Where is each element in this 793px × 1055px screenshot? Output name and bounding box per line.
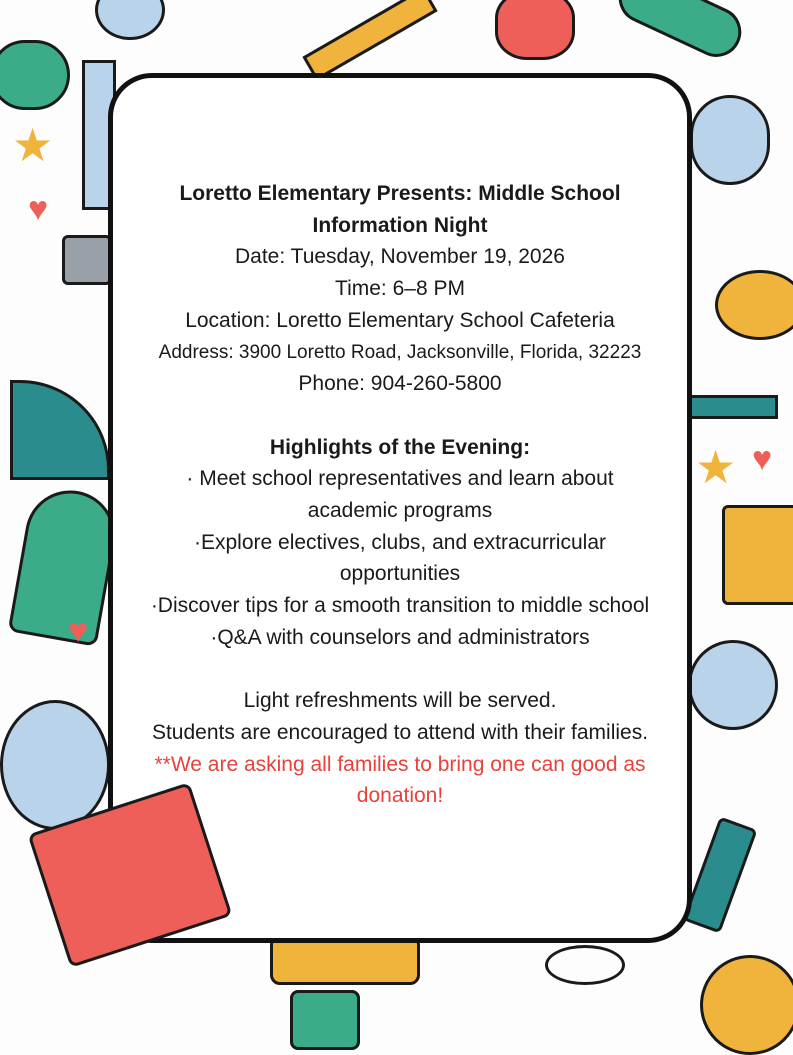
highlight-item: ·Discover tips for a smooth transition to middle school	[150, 594, 650, 618]
highlights-heading: Highlights of the Evening:	[269, 435, 531, 459]
families-note: Students are encouraged to attend with their families.	[151, 720, 649, 744]
clock-icon	[95, 0, 165, 40]
event-time: Time: 6–8 PM	[335, 277, 465, 301]
highlight-item: ·Explore electives, clubs, and extracurricular opportunities	[193, 530, 606, 586]
event-phone: Phone: 904-260-5800	[298, 372, 502, 396]
refreshments-note: Light refreshments will be served.	[243, 689, 557, 713]
heart-icon: ♥	[28, 190, 49, 228]
apple-icon	[495, 0, 575, 60]
donation-note: **We are asking all families to bring one can good as donation!	[154, 752, 646, 808]
star-icon: ★	[695, 441, 737, 493]
pencil-icon	[302, 0, 437, 81]
calculator-icon	[62, 235, 112, 285]
football-icon	[715, 270, 793, 340]
globe-icon	[0, 700, 110, 830]
flask-icon	[8, 483, 123, 646]
flyer-title: Loretto Elementary Presents: Middle School Information Night	[179, 182, 621, 237]
atom-icon	[545, 945, 625, 985]
highlight-item: ·Q&A with counselors and administrators	[210, 625, 590, 649]
marker-icon	[688, 395, 778, 419]
alarm-clock-icon	[688, 640, 778, 730]
crayon-icon	[682, 816, 757, 933]
heart-icon: ♥	[68, 612, 89, 650]
event-date: Date: Tuesday, November 19, 2026	[235, 245, 565, 269]
highlight-item: · Meet school representatives and learn about academic programs	[186, 467, 614, 523]
star-icon: ★	[12, 119, 54, 171]
pencil-case-icon	[722, 505, 793, 605]
flyer-content	[113, 178, 687, 812]
heart-icon: ♥	[752, 440, 773, 478]
basketball-icon	[700, 955, 793, 1055]
flask-icon	[611, 0, 750, 65]
event-location: Location: Loretto Elementary School Cafeteria	[185, 308, 615, 332]
event-address: Address: 3900 Loretto Road, Jacksonville, Florida, 32223	[158, 341, 642, 363]
calculator-icon	[290, 990, 360, 1050]
flask-icon	[0, 40, 70, 110]
speech-bubble-icon	[690, 95, 770, 185]
protractor-icon	[10, 380, 110, 480]
